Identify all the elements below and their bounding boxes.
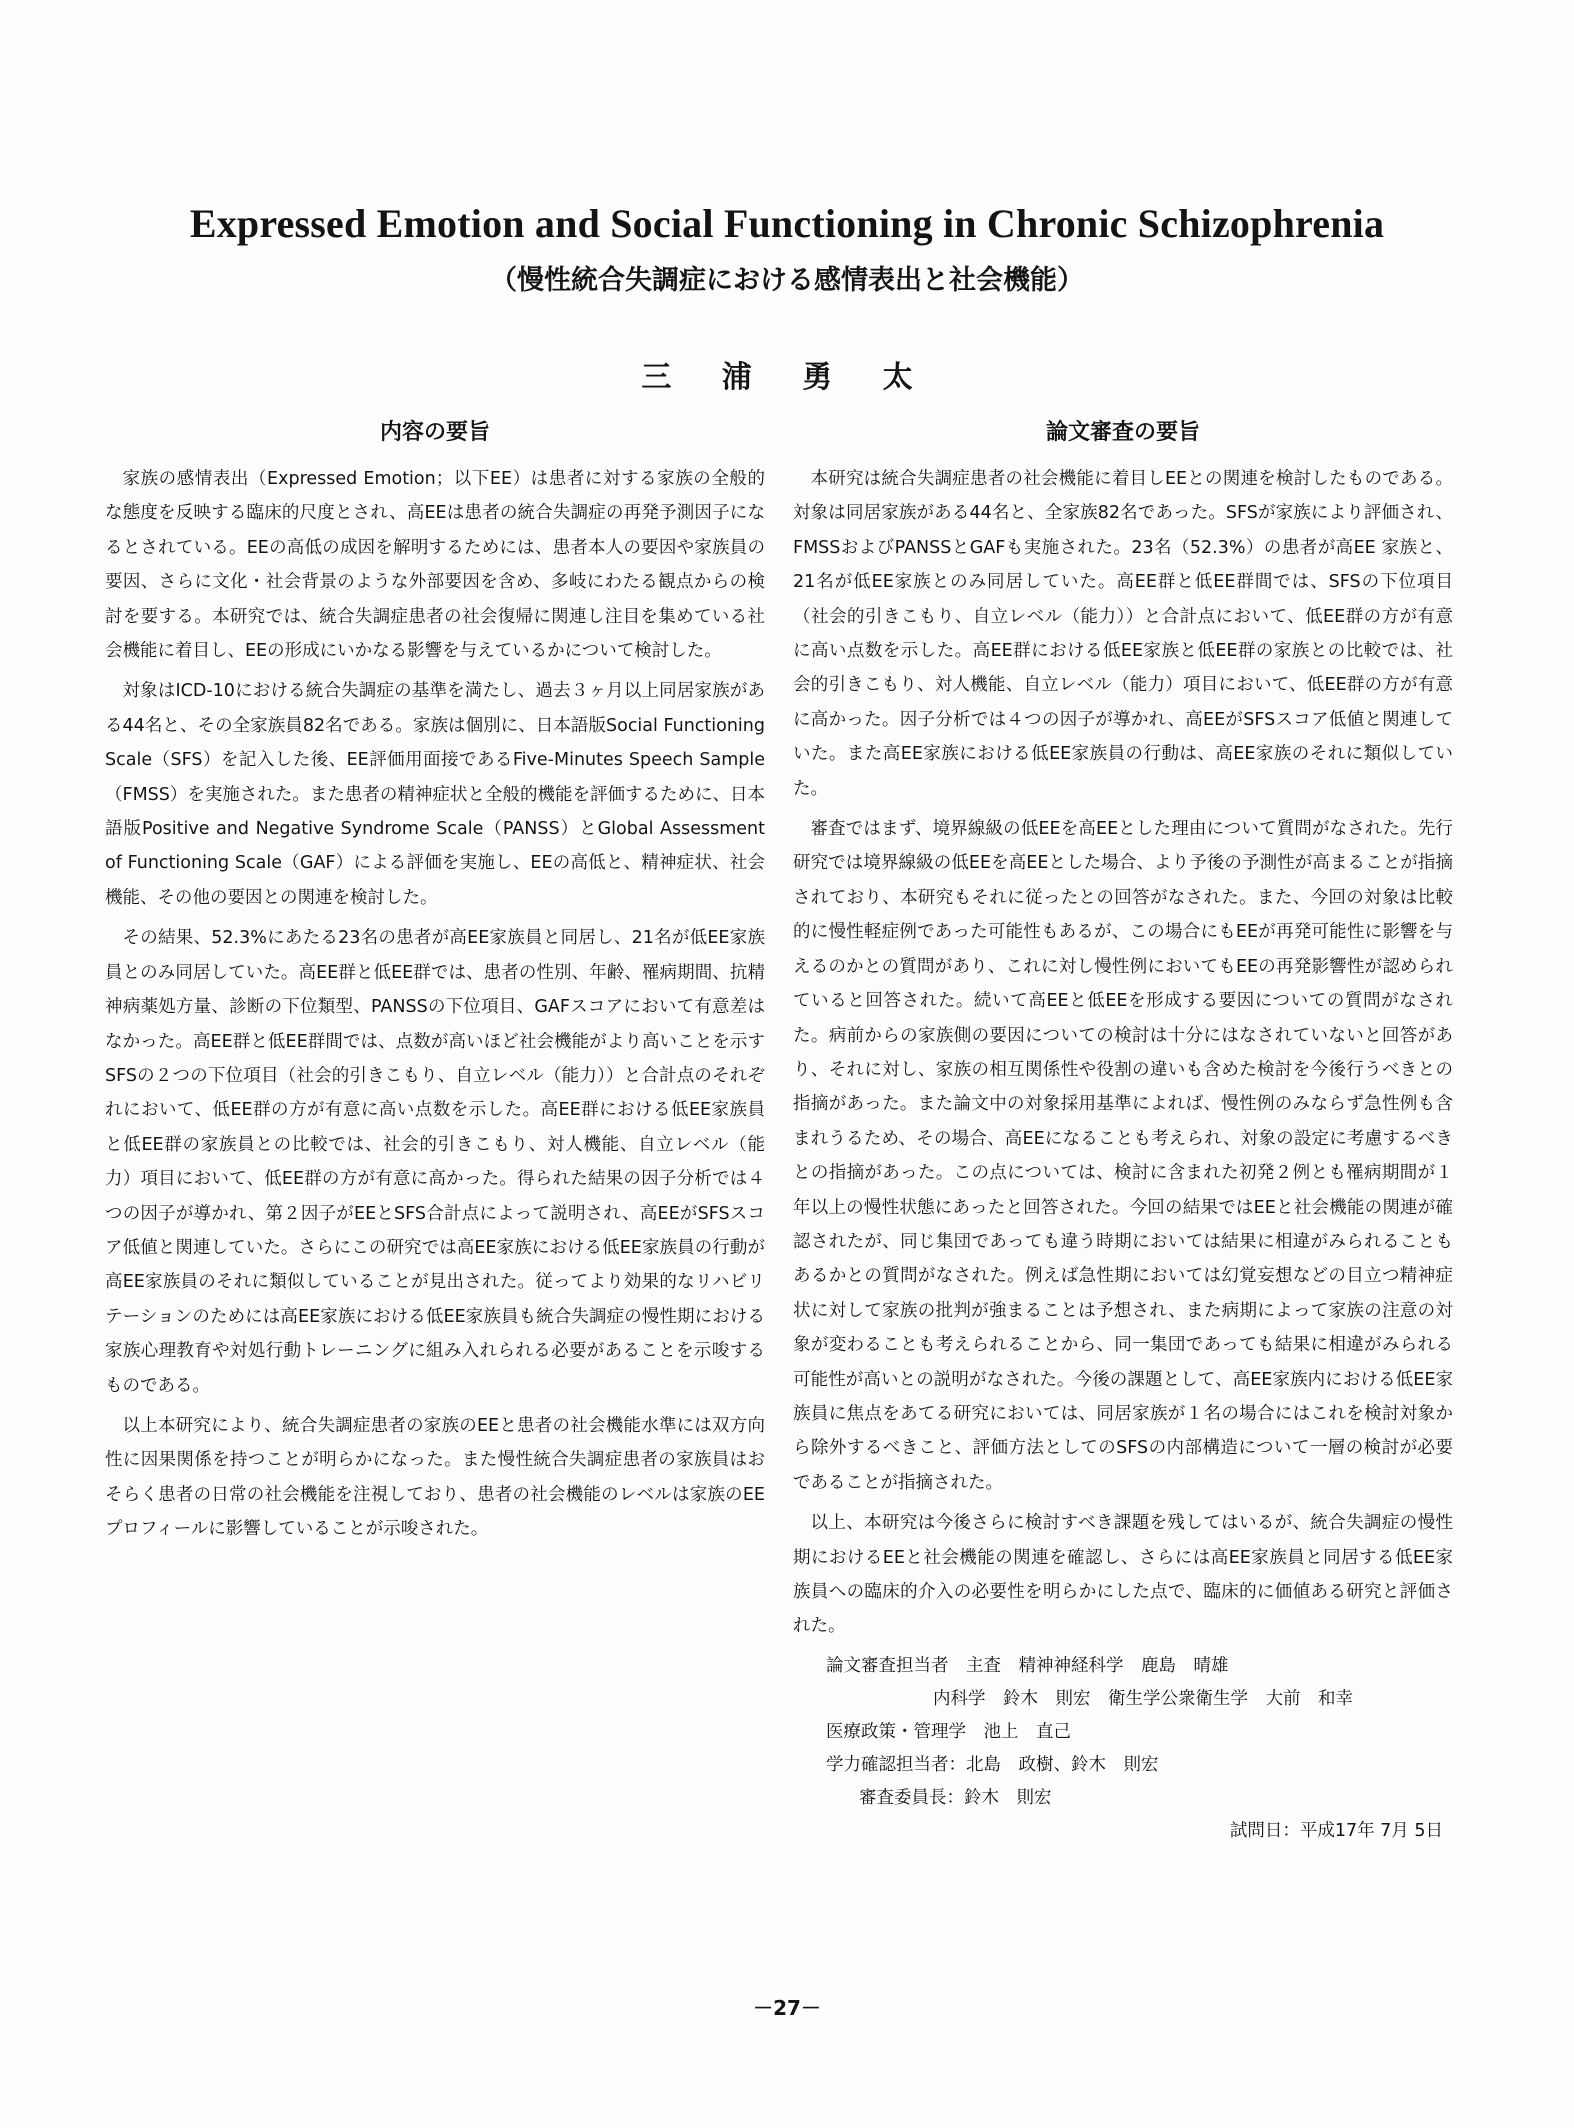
summary-paragraph: 対象はICD-10における統合失調症の基準を満たし、過去３ヶ月以上同居家族がある44名と、その全家族員82名である。家族は個別に、日本語版Social Functioning Scale（SFS）を記入した後、EE評価用面接であるFive-Minutes Speech Sample（FMSS）を実施された。また患者の精神症状と全般的機能を評価するために、日本語版Positive and Negative Syndrome Scale（PANSS）とGlobal Assessment of Functioning Scale（GAF）による評価を実施し、EEの高低と、精神症状、社会機能、その他の要因との関連を検討した。: [105, 681, 765, 908]
exam-date: 試問日：平成17年 7月 5日: [1229, 1820, 1443, 1841]
paper-subtitle: （慢性統合失調症における感情表出と社会機能）: [490, 265, 1084, 296]
left-column-heading: 内容の要旨: [379, 420, 490, 445]
right-column-heading: 論文審査の要旨: [1045, 420, 1200, 445]
paper-title: Expressed Emotion and Social Functioning in Chronic Schizophrenia: [189, 201, 1385, 246]
summary-paragraph: 以上本研究により、統合失調症患者の家族のEEと患者の社会機能水準には双方向性に因果関係を持つことが明らかになった。また慢性統合失調症患者の家族員はおそらく患者の日常の社会機能を注視しており、患者の社会機能のレベルは家族のEEプロフィールに影響していることが示唆された。: [105, 1415, 765, 1540]
review-paragraph: 審査ではまず、境界線級の低EEを高EEとした理由について質問がなされた。先行研究では境界線級の低EEを高EEとした場合、より予後の予測性が高まることが指摘されており、本研究もそれに従ったとの回答がなされた。また、今回の対象は比較的に慢性軽症例であった可能性もあるが、この場合にもEEが再発可能性に影響を与えるのかとの質問があり、これに対し慢性例においてもEEの再発影響性が認められていると回答された。続いて高EEと低EEを形成する要因についての質問がなされた。病前からの家族側の要因についての検討は十分にはなされていないと回答があり、それに対し、家族の相互関係性や役割の違いも含めた検討を今後行うべきとの指摘があった。また論文中の対象採用基準によれば、慢性例のみならず急性例も含まれうるため、その場合、高EEになることも考えられ、対象の設定に考慮するべきとの指摘があった。この点については、検討に含まれた初発２例とも罹病期間が１年以上の慢性状態にあったと回答された。今回の結果ではEEと社会機能の関連が確認されたが、同じ集団であっても違う時期においては結果に相違がみられることもあるかとの質問がなされた。例えば急性期においては幻覚妄想などの目立つ精神症状に対して家族の批判が強まることは予想され、また病期によって家族の注意の対象が変わることも考えられることから、同一集団であっても結果に相違がみられる可能性が高いとの説明がなされた。今後の課題として、高EE家族内における低EE家族員に焦点をあてる研究においては、同居家族が１名の場合にはこれを検討対象から除外するべきこと、評価方法としてのSFSの内部構造について一層の検討が必要であることが指摘された。: [793, 819, 1453, 1493]
reviewer-signoff: [793, 1650, 1453, 1848]
reviewer-line: 医療政策・管理学 池上 直己: [826, 1721, 1071, 1742]
reviewer-line: 審査委員長：鈴木 則宏: [859, 1787, 1052, 1808]
review-paragraph: 以上、本研究は今後さらに検討すべき課題を残してはいるが、統合失調症の慢性期におけるEEと社会機能の関連を確認し、さらには高EE家族員と同居する低EE家族員への臨床的介入の必要性を明らかにした点で、臨床的に価値ある研究と評価された。: [793, 1513, 1453, 1637]
review-paragraph: 本研究は統合失調症患者の社会機能に着目しEEとの関連を検討したものである。対象は同居家族がある44名と、全家族82名であった。SFSが家族により評価され、FMSSおよびPANSSとGAFも実施された。23名（52.3%）の患者が高EE 家族と、21名が低EE家族とのみ同居していた。高EE群と低EE群間では、SFSの下位項目（社会的引きこもり、自立レベル（能力））と合計点において、低EE群の方が有意に高い点数を示した。高EE群における低EE家族と低EE群の家族との比較では、社会的引きこもり、対人機能、自立レベル（能力）項目において、低EE群の方が有意に高かった。因子分析では４つの因子が導かれ、高EEがSFSスコア低値と関連していた。また高EE家族における低EE家族員の行動は、高EE家族のそれに類似していた。: [793, 469, 1453, 799]
summary-paragraph: その結果、52.3%にあたる23名の患者が高EE家族員と同居し、21名が低EE家族員とのみ同居していた。高EE群と低EE群では、患者の性別、年齢、罹病期間、抗精神病薬処方量、診断の下位類型、PANSSの下位項目、GAFスコアにおいて有意差はなかった。高EE群と低EE群間では、点数が高いほど社会機能がより高いことを示すSFSの２つの下位項目（社会的引きこもり、自立レベル（能力））と合計点のそれぞれにおいて、低EE群の方が有意に高い点数を示した。高EE群における低EE家族員と低EE群の家族員との比較では、社会的引きこもり、対人機能、自立レベル（能力）項目において、低EE群の方が有意に高かった。得られた結果の因子分析では４つの因子が導かれ、第２因子がEEとSFS合計点によって説明され、高EEがSFSスコア低値と関連していた。さらにこの研究では高EE家族における低EE家族員の行動が高EE家族員のそれに類似していることが見出された。従ってより効果的なリハビリテーションのためには高EE家族における低EE家族員も統合失調症の慢性期における家族心理教育や対処行動トレーニングに組み入れられる必要があることを示唆するものである。: [105, 928, 765, 1396]
summary-column: [105, 462, 765, 1553]
review-column: [793, 462, 1453, 1848]
reviewer-line: 学力確認担当者：北島 政樹、鈴木 則宏: [826, 1754, 1159, 1775]
reviewer-line: 論文審査担当者 主査 精神神経科学 鹿島 晴雄: [826, 1655, 1229, 1676]
author-name: 三 浦 勇 太: [641, 360, 933, 395]
reviewer-line: 内科学 鈴木 則宏 衛生学公衆衛生学 大前 和幸: [933, 1688, 1353, 1709]
page-number: －27－: [753, 1996, 821, 2020]
summary-paragraph: 家族の感情表出（Expressed Emotion；以下EE）は患者に対する家族の全般的な態度を反映する臨床的尺度とされ、高EEは患者の統合失調症の再発予測因子になるとされている。EEの高低の成因を解明するためには、患者本人の要因や家族員の要因、さらに文化・社会背景のような外部要因を含め、多岐にわたる観点からの検討を要する。本研究では、統合失調症患者の社会復帰に関連し注目を集めている社会機能に着目し、EEの形成にいかなる影響を与えているかについて検討した。: [105, 469, 765, 662]
